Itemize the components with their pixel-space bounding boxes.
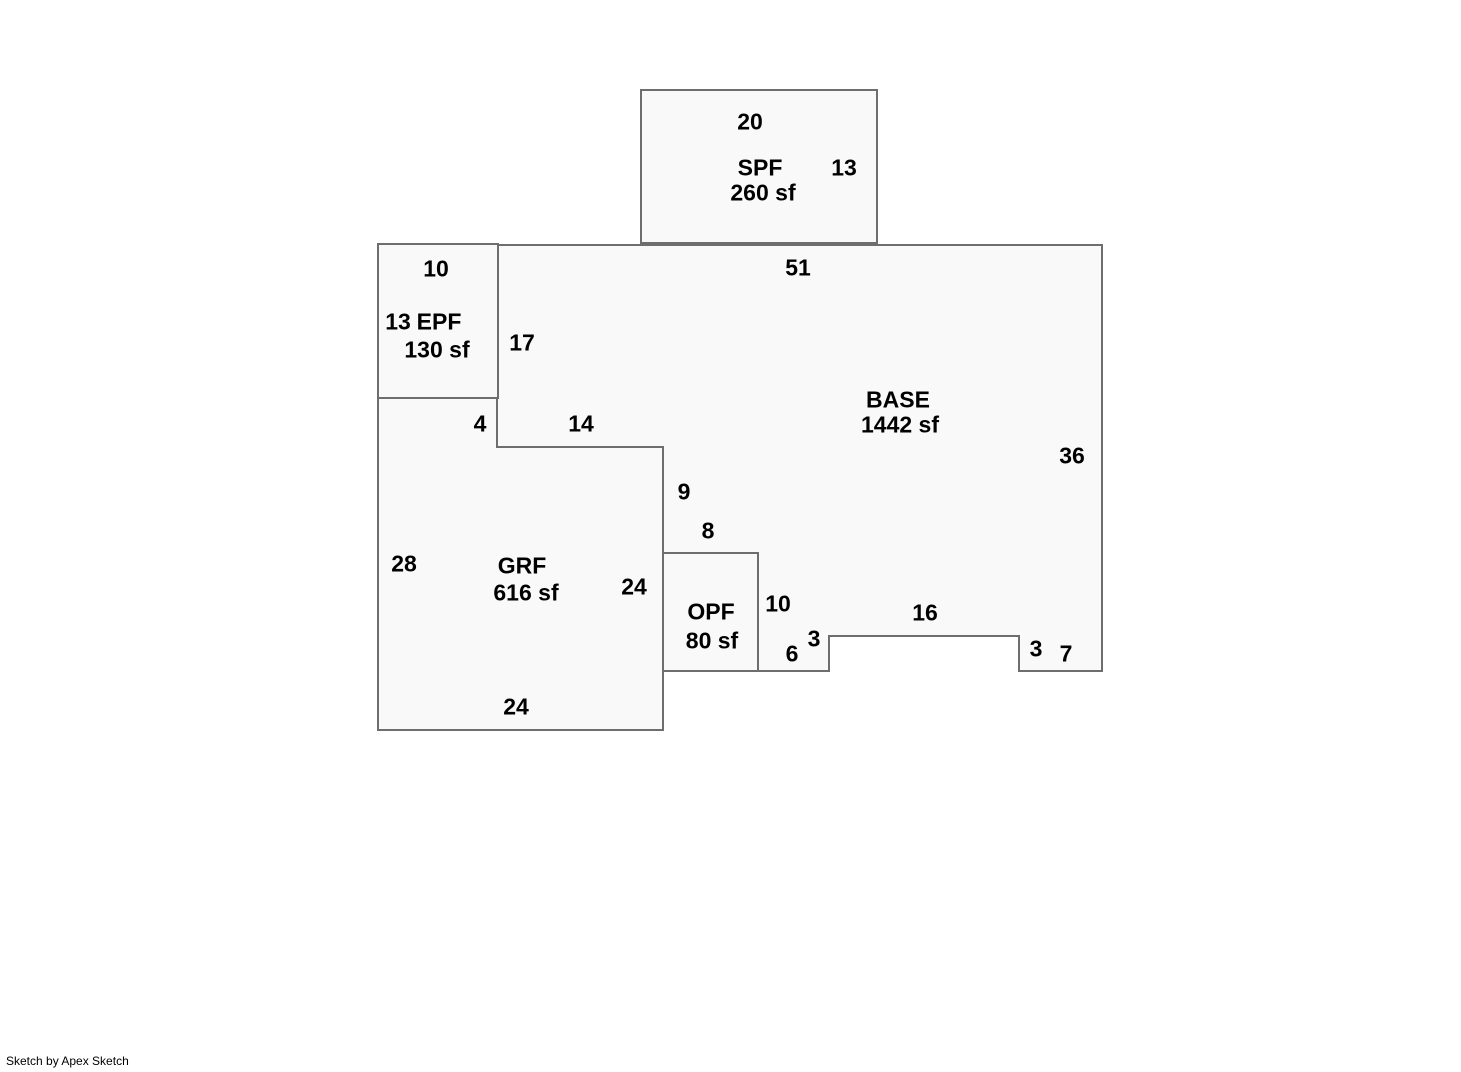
room-label-epf: EPF bbox=[416, 308, 462, 335]
dim-base-bottom-left: 6 bbox=[785, 640, 799, 667]
dim-base-left-lower: 9 bbox=[677, 478, 691, 505]
room-area-grf: 616 sf bbox=[493, 579, 559, 606]
dim-spf-right: 13 bbox=[831, 154, 857, 181]
dim-epf-top: 10 bbox=[423, 255, 449, 282]
dim-base-top: 51 bbox=[785, 254, 811, 281]
footer-credit: Sketch by Apex Sketch bbox=[6, 1054, 129, 1068]
dim-opf-right: 10 bbox=[765, 590, 791, 617]
room-area-spf: 260 sf bbox=[730, 179, 796, 206]
dim-base-bottom-right: 7 bbox=[1059, 640, 1073, 667]
dim-base-right: 36 bbox=[1059, 442, 1085, 469]
room-label-opf: OPF bbox=[687, 598, 735, 625]
dim-notch-top: 16 bbox=[912, 599, 938, 626]
dim-grf-step-height: 4 bbox=[473, 410, 487, 437]
room-label-base: BASE bbox=[866, 386, 930, 413]
dim-opf-top: 8 bbox=[701, 517, 715, 544]
dim-grf-right: 24 bbox=[621, 573, 647, 600]
room-area-opf: 80 sf bbox=[685, 627, 739, 654]
dim-spf-top: 20 bbox=[737, 108, 763, 135]
dim-notch-left: 3 bbox=[807, 625, 821, 652]
dim-notch-right: 3 bbox=[1029, 635, 1043, 662]
room-label-grf: GRF bbox=[497, 552, 547, 579]
room-area-base: 1442 sf bbox=[860, 411, 940, 438]
dim-epf-left: 13 bbox=[385, 308, 411, 335]
room-label-spf: SPF bbox=[737, 154, 783, 181]
dim-base-left-upper: 17 bbox=[509, 329, 535, 356]
dim-grf-step-width: 14 bbox=[568, 410, 594, 437]
dim-grf-bottom: 24 bbox=[503, 693, 529, 720]
room-area-epf: 130 sf bbox=[404, 336, 470, 363]
dim-grf-left: 28 bbox=[391, 550, 417, 577]
